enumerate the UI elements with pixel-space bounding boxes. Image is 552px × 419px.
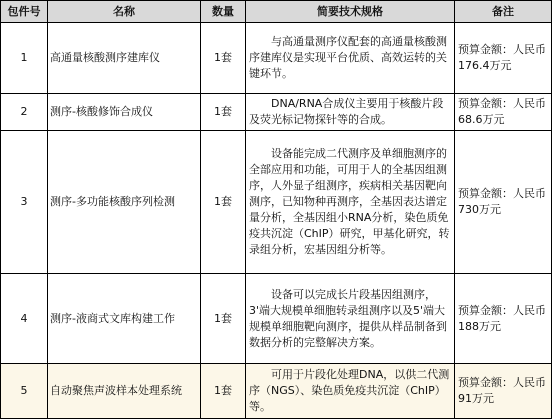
table-header-row: [1, 1, 552, 23]
cell-note: 预算金额：人民币91万元: [455, 364, 552, 419]
header-spec: 简要技术规格: [246, 1, 455, 23]
table-row: [1, 274, 552, 364]
spec-text: 设备能完成二代测序及单细胞测序的全部应用和功能，可用于人的全基因组测序，人外显子组测序，疾病相关基因靶向测序，已知物种再测序，全基因表达谱定量分析，全基因组小RNA分析，染色质免疫共沉淀（ChIP）研究，甲基化研究，转录组分析，宏基因组分析等。: [249, 147, 450, 256]
spec-text: DNA/RNA合成仪主要用于核酸片段及荧光标记物探针等的合成。: [249, 97, 444, 126]
cell-quantity: 1套: [201, 274, 246, 364]
cell-name: 测序-多功能核酸序列检测: [48, 131, 201, 274]
cell-name: 测序-核酸修饰合成仪: [48, 94, 201, 131]
cell-package-no: 5: [1, 364, 48, 419]
spec-text: 与高通量测序仪配套的高通量核酸测序建库仪是实现平台优质、高效运转的关键环节。: [249, 35, 447, 80]
cell-package-no: 4: [1, 274, 48, 364]
cell-name: 自动聚焦声波样本处理系统: [48, 364, 201, 419]
header-package-no: 包件号: [1, 1, 48, 23]
cell-package-no: 1: [1, 23, 48, 94]
spec-text: 设备可以完成长片段基因组测序，3'端大规模单细胞转录组测序以及5'端大规模单细胞靶向测序，提供从样品制备到数据分析的完整解决方案。: [249, 287, 447, 349]
cell-note: 预算金额：人民币188万元: [455, 274, 552, 364]
cell-quantity: 1套: [201, 131, 246, 274]
cell-spec: [246, 364, 455, 419]
cell-spec: [246, 274, 455, 364]
cell-package-no: 3: [1, 131, 48, 274]
table-row: [1, 94, 552, 131]
cell-spec: [246, 131, 455, 274]
cell-quantity: 1套: [201, 94, 246, 131]
spec-text: 可用于片段化处理DNA，以供二代测序（NGS）、染色质免疫共沉淀（ChIP）等。: [249, 368, 450, 413]
cell-spec: [246, 23, 455, 94]
cell-name: 高通量核酸测序建库仪: [48, 23, 201, 94]
cell-package-no: 2: [1, 94, 48, 131]
table-row: [1, 131, 552, 274]
table-row: [1, 364, 552, 419]
cell-spec: [246, 94, 455, 131]
cell-note: 预算金额：人民币730万元: [455, 131, 552, 274]
cell-name: 测序-液商式文库构建工作: [48, 274, 201, 364]
cell-quantity: 1套: [201, 23, 246, 94]
header-name: 名称: [48, 1, 201, 23]
cell-note: 预算金额：人民币68.6万元: [455, 94, 552, 131]
cell-note: 预算金额：人民币176.4万元: [455, 23, 552, 94]
header-note: 备注: [455, 1, 552, 23]
table-row: [1, 23, 552, 94]
header-quantity: 数量: [201, 1, 246, 23]
cell-quantity: 1套: [201, 364, 246, 419]
